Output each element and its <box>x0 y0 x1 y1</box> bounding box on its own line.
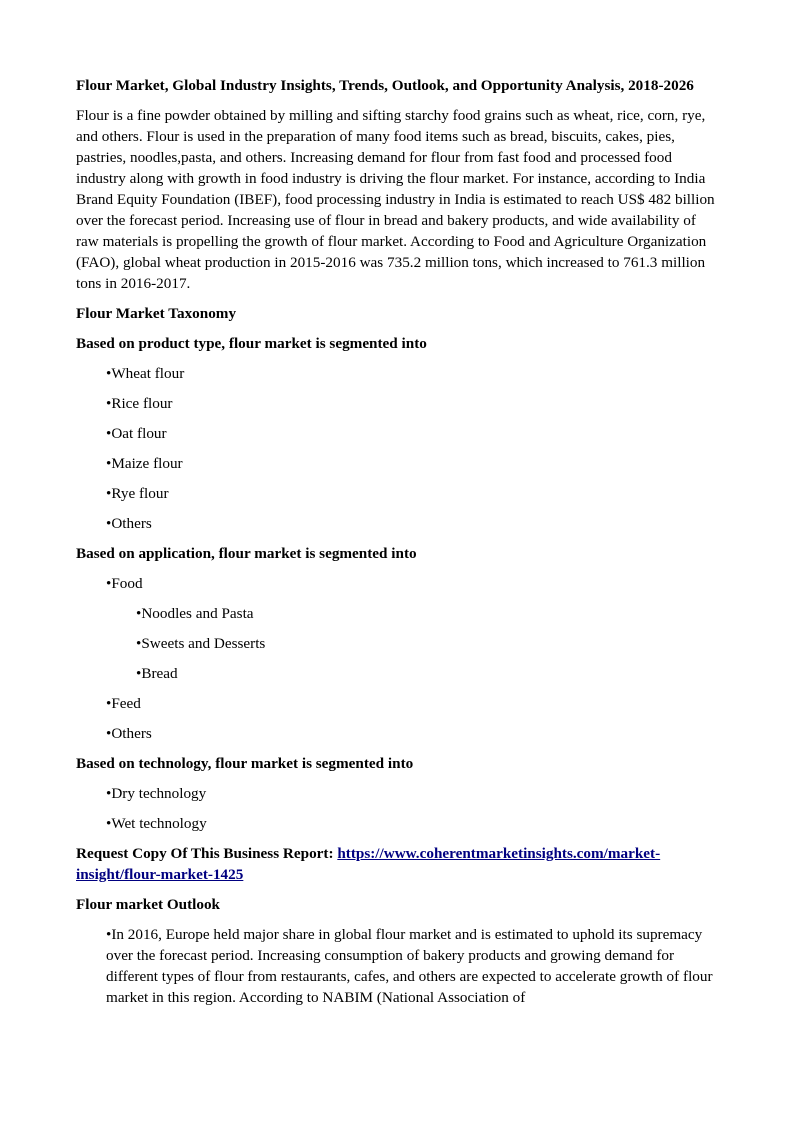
list-item-maize-flour <box>76 453 718 474</box>
bullet-icon: • <box>106 395 112 412</box>
list-item-wheat-flour <box>76 363 718 384</box>
list-item-rye-flour <box>76 483 718 504</box>
request-copy-label: Request Copy Of This Business Report: <box>76 845 338 862</box>
outlook-item-text: In 2016, Europe held major share in global flour market and is estimated to uphold its supremacy over the forecast period. Increasing consumption of bakery products and growing demand for different types of flour from restaurants, cafes, and others are expected to accelerate growth of flour market in this region. According to NABIM (National Association of <box>106 926 713 1006</box>
bullet-icon: • <box>136 665 142 682</box>
outlook-item <box>76 924 718 1008</box>
list-item-feed <box>76 693 718 714</box>
bullet-icon: • <box>106 785 112 802</box>
list-item-label: Others <box>111 515 152 532</box>
application-heading: Based on application, flour market is segmented into <box>76 545 417 562</box>
bullet-icon: • <box>106 365 112 382</box>
request-copy-line <box>76 843 718 885</box>
list-item-food <box>76 573 718 594</box>
list-item-label: Bread <box>141 665 178 682</box>
bullet-icon: • <box>106 725 112 742</box>
document-page <box>76 75 718 1017</box>
list-item-others <box>76 513 718 534</box>
product-type-heading: Based on product type, flour market is segmented into <box>76 335 427 352</box>
list-item-label: Rye flour <box>111 485 169 502</box>
list-item-label: Others <box>111 725 152 742</box>
outlook-heading: Flour market Outlook <box>76 896 220 913</box>
list-item-label: Noodles and Pasta <box>141 605 254 622</box>
bullet-icon: • <box>136 605 142 622</box>
list-item-sweets-desserts <box>76 633 718 654</box>
list-item-label: Sweets and Desserts <box>141 635 266 652</box>
list-item-rice-flour <box>76 393 718 414</box>
taxonomy-heading: Flour Market Taxonomy <box>76 305 237 322</box>
bullet-icon: • <box>106 485 112 502</box>
list-item-bread <box>76 663 718 684</box>
list-item-label: Dry technology <box>111 785 207 802</box>
list-item-wet-technology <box>76 813 718 834</box>
list-item-label: Food <box>111 575 143 592</box>
list-item-label: Wheat flour <box>111 365 185 382</box>
bullet-icon: • <box>106 815 112 832</box>
list-item-label: Oat flour <box>111 425 167 442</box>
list-item-application-others <box>76 723 718 744</box>
list-item-label: Rice flour <box>111 395 173 412</box>
report-link[interactable]: https://www.coherentmarketinsights.com/market-insight/flour-market-1425 <box>76 845 661 883</box>
bullet-icon: • <box>106 926 112 943</box>
document-title: Flour Market, Global Industry Insights, Trends, Outlook, and Opportunity Analysis, 2018-2026 <box>76 77 694 94</box>
list-item-label: Feed <box>111 695 141 712</box>
list-item-label: Wet technology <box>111 815 207 832</box>
list-item-noodles-pasta <box>76 603 718 624</box>
technology-heading: Based on technology, flour market is segmented into <box>76 755 414 772</box>
bullet-icon: • <box>136 635 142 652</box>
bullet-icon: • <box>106 695 112 712</box>
list-item-label: Maize flour <box>111 455 183 472</box>
bullet-icon: • <box>106 515 112 532</box>
bullet-icon: • <box>106 425 112 442</box>
bullet-icon: • <box>106 575 112 592</box>
list-item-oat-flour <box>76 423 718 444</box>
list-item-dry-technology <box>76 783 718 804</box>
intro-paragraph: Flour is a fine powder obtained by milling and sifting starchy food grains such as wheat, rice, corn, rye, and others. Flour is used in the preparation of many food items such as bread, biscuits, cakes, pies, pastries, noodles,pasta, and others. Increasing demand for flour from fast food and processed food industry along with growth in food industry is driving the flour market. For instance, according to India Brand Equity Foundation (IBEF), food processing industry in India is estimated to reach US$ 482 billion over the forecast period. Increasing use of flour in bread and bakery products, and wide availability of raw materials is propelling the growth of flour market. According to Food and Agriculture Organization (FAO), global wheat production in 2015-2016 was 735.2 million tons, which increased to 761.3 million tons in 2016-2017. <box>76 107 715 292</box>
bullet-icon: • <box>106 455 112 472</box>
